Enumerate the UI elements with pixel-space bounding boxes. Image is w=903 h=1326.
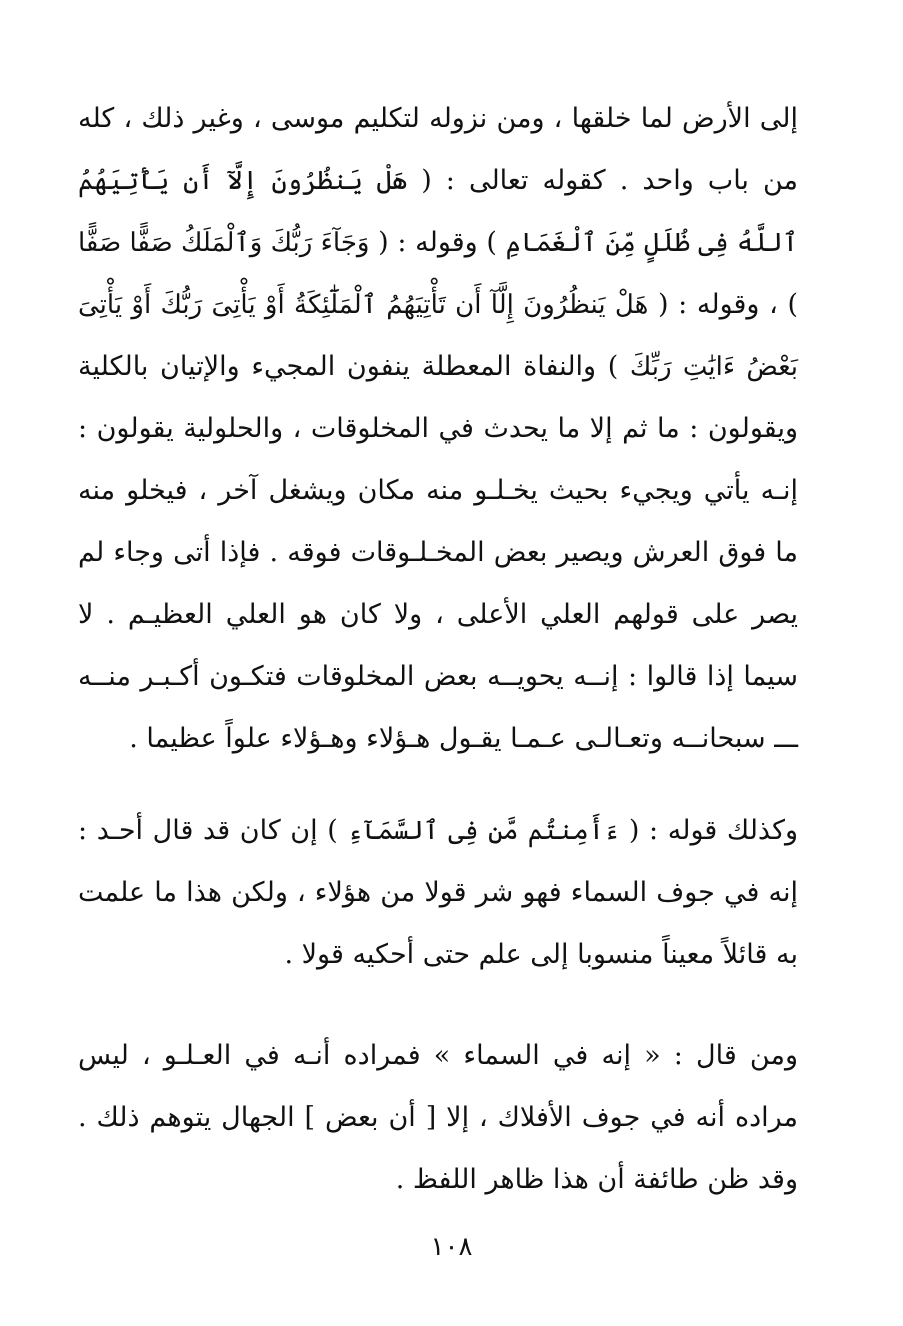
paragraph-2-text-2: ) إن كان قد قال أحـد : إنه في جوف السماء فهو شر قولا من هؤلاء ، ولكن هذا ما علمت به قائلاً معيناً منسوبا إلى علم حتى أحكيه قولا . — [78, 815, 798, 970]
quran-verse-3: هَلْ يَنظُرُونَ إِلَّآ أَن تَأْتِيَهُمُ ٱلْمَلَٰٓئِكَةُ أَوْ يَأْتِىَ رَبُّكَ أَوْ يَأْتِىَ بَعْضُ ءَايَٰتِ رَبِّكَ — [78, 290, 798, 382]
paragraph-2 — [78, 800, 798, 986]
paragraph-1-text-3: ) ، وقوله : ( — [657, 289, 798, 320]
paragraph-1-text-1: إلى الأرض لما خلقها ، ومن نزوله لتكليم موسى ، وغير ذلك ، كله من باب واحد . كقوله تعالى : ( — [78, 103, 799, 196]
quran-verse-4: ءَأَمِنتُم مَّن فِى ٱلسَّمَآءِ — [347, 816, 620, 846]
quran-verse-1: هَلْ يَنظُرُونَ إِلَّآ أَن يَأْتِيَهُمُ ٱللَّهُ فِى ظُلَلٍ مِّنَ ٱلْغَمَامِ — [78, 166, 798, 258]
paragraph-1-text-4: ) والنفاة المعطلة ينفون المجيء والإتيان بالكلية ويقولون : ما ثم إلا ما يحدث في المخلوقات ، والحلولية يقولون : إنـه يأتي ويجيء بحيث يخـلـو منه مكان ويشغل آخر ، فيخلو منه ما فوق العرش ويصير بعض المخـلـوقات فوقه . فإذا أتى وجاء لم يصر على قولهم العلي الأعلى ، ولا كان هو العلي العظيـم . لا سيما إذا قالوا : إنــه يحويــه بعض المخلوقات فتكـون أكـبـر منــه ـــ سبحانــه وتعـالـى عـمـا يقـول هـؤلاء وهـؤلاء علواً عظيما . — [78, 351, 798, 754]
paragraph-1-text-2: ) وقوله : ( — [378, 227, 497, 258]
paragraph-3: ومن قال : « إنه في السماء » فمراده أنـه في العـلـو ، ليس مراده أنه في جوف الأفلاك ، إلا [ أن بعض ] الجهال يتوهم ذلك . وقد ظن طائفة أن هذا ظاهر اللفظ . — [78, 1040, 798, 1195]
paragraph-2-text-1: وكذلك قوله : ( — [628, 815, 798, 846]
page-number: ١٠٨ — [430, 1232, 473, 1262]
quran-verse-2: وَجَآءَ رَبُّكَ وَٱلْمَلَكُ صَفًّا صَفًّا — [78, 228, 370, 258]
paragraph-1 — [78, 88, 798, 770]
